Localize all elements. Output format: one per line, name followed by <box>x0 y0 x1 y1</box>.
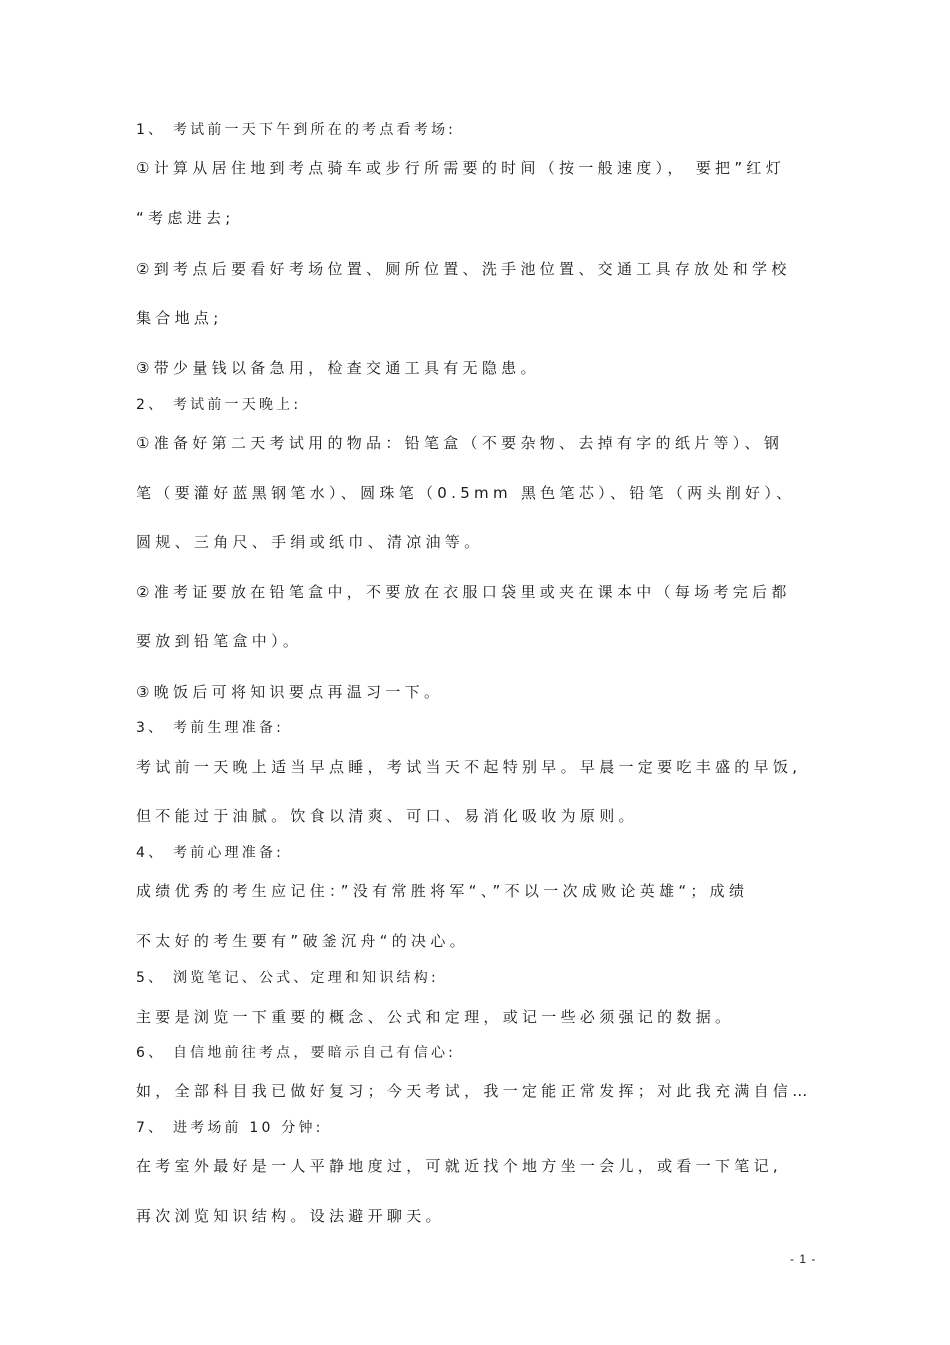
paragraph-line: 主要是浏览一下重要的概念、公式和定理，或记一些必须强记的数据。 <box>136 1008 735 1026</box>
section-4-heading: 4、 考前心理准备: <box>136 845 285 861</box>
paragraph-line: 集合地点; <box>136 309 223 327</box>
paragraph-line: 要放到铅笔盒中）。 <box>136 632 303 650</box>
paragraph-line: 在考室外最好是一人平静地度过，可就近找个地方坐一会儿，或看一下笔记, <box>136 1157 782 1175</box>
paragraph-line: 笔（要灌好蓝黑钢笔水）、圆珠笔（0.5mm 黑色笔芯）、铅笔（两头削好）、 <box>136 484 796 502</box>
paragraph-line: ③晚饭后可将知识要点再温习一下。 <box>136 683 444 701</box>
section-7-heading: 7、 进考场前 10 分钟: <box>136 1120 324 1136</box>
paragraph-line: 成绩优秀的考生应记住：”没有常胜将军“、”不以一次成败论英雄“；成绩 <box>136 882 749 900</box>
paragraph-line: ③带少量钱以备急用，检查交通工具有无隐患。 <box>136 359 540 377</box>
section-3-heading: 3、 考前生理准备: <box>136 720 285 736</box>
section-2-heading: 2、 考试前一天晚上: <box>136 397 302 413</box>
paragraph-line: ②到考点后要看好考场位置、厕所位置、洗手池位置、交通工具存放处和学校 <box>136 260 791 278</box>
paragraph-line: ②准考证要放在铅笔盒中，不要放在衣服口袋里或夹在课本中（每场考完后都 <box>136 583 791 601</box>
paragraph-line: ①计算从居住地到考点骑车或步行所需要的时间（按一般速度）， 要把”红灯 <box>136 159 785 177</box>
paragraph-line: 圆规、三角尺、手绢或纸巾、清凉油等。 <box>136 533 484 551</box>
paragraph-line: 再次浏览知识结构。设法避开聊天。 <box>136 1207 445 1225</box>
paragraph-line: 考试前一天晚上适当早点睡，考试当天不起特别早。早晨一定要吃丰盛的早饭, <box>136 758 802 776</box>
paragraph-line: 不太好的考生要有”破釜沉舟“的决心。 <box>136 932 469 950</box>
paragraph-line: “考虑进去; <box>136 209 235 227</box>
section-1-heading: 1、 考试前一天下午到所在的考点看考场: <box>136 122 457 138</box>
section-6-heading: 6、 自信地前往考点，要暗示自己有信心: <box>136 1045 457 1061</box>
paragraph-line: ①准备好第二天考试用的物品：铅笔盒（不要杂物、去掉有字的纸片等）、钢 <box>136 434 784 452</box>
page-number: - 1 - <box>790 1252 817 1266</box>
paragraph-line: 如，全部科目我已做好复习；今天考试，我一定能正常发挥；对此我充满自信… <box>136 1082 812 1100</box>
section-5-heading: 5、 浏览笔记、公式、定理和知识结构: <box>136 970 439 986</box>
paragraph-line: 但不能过于油腻。饮食以清爽、可口、易消化吸收为原则。 <box>136 807 638 825</box>
